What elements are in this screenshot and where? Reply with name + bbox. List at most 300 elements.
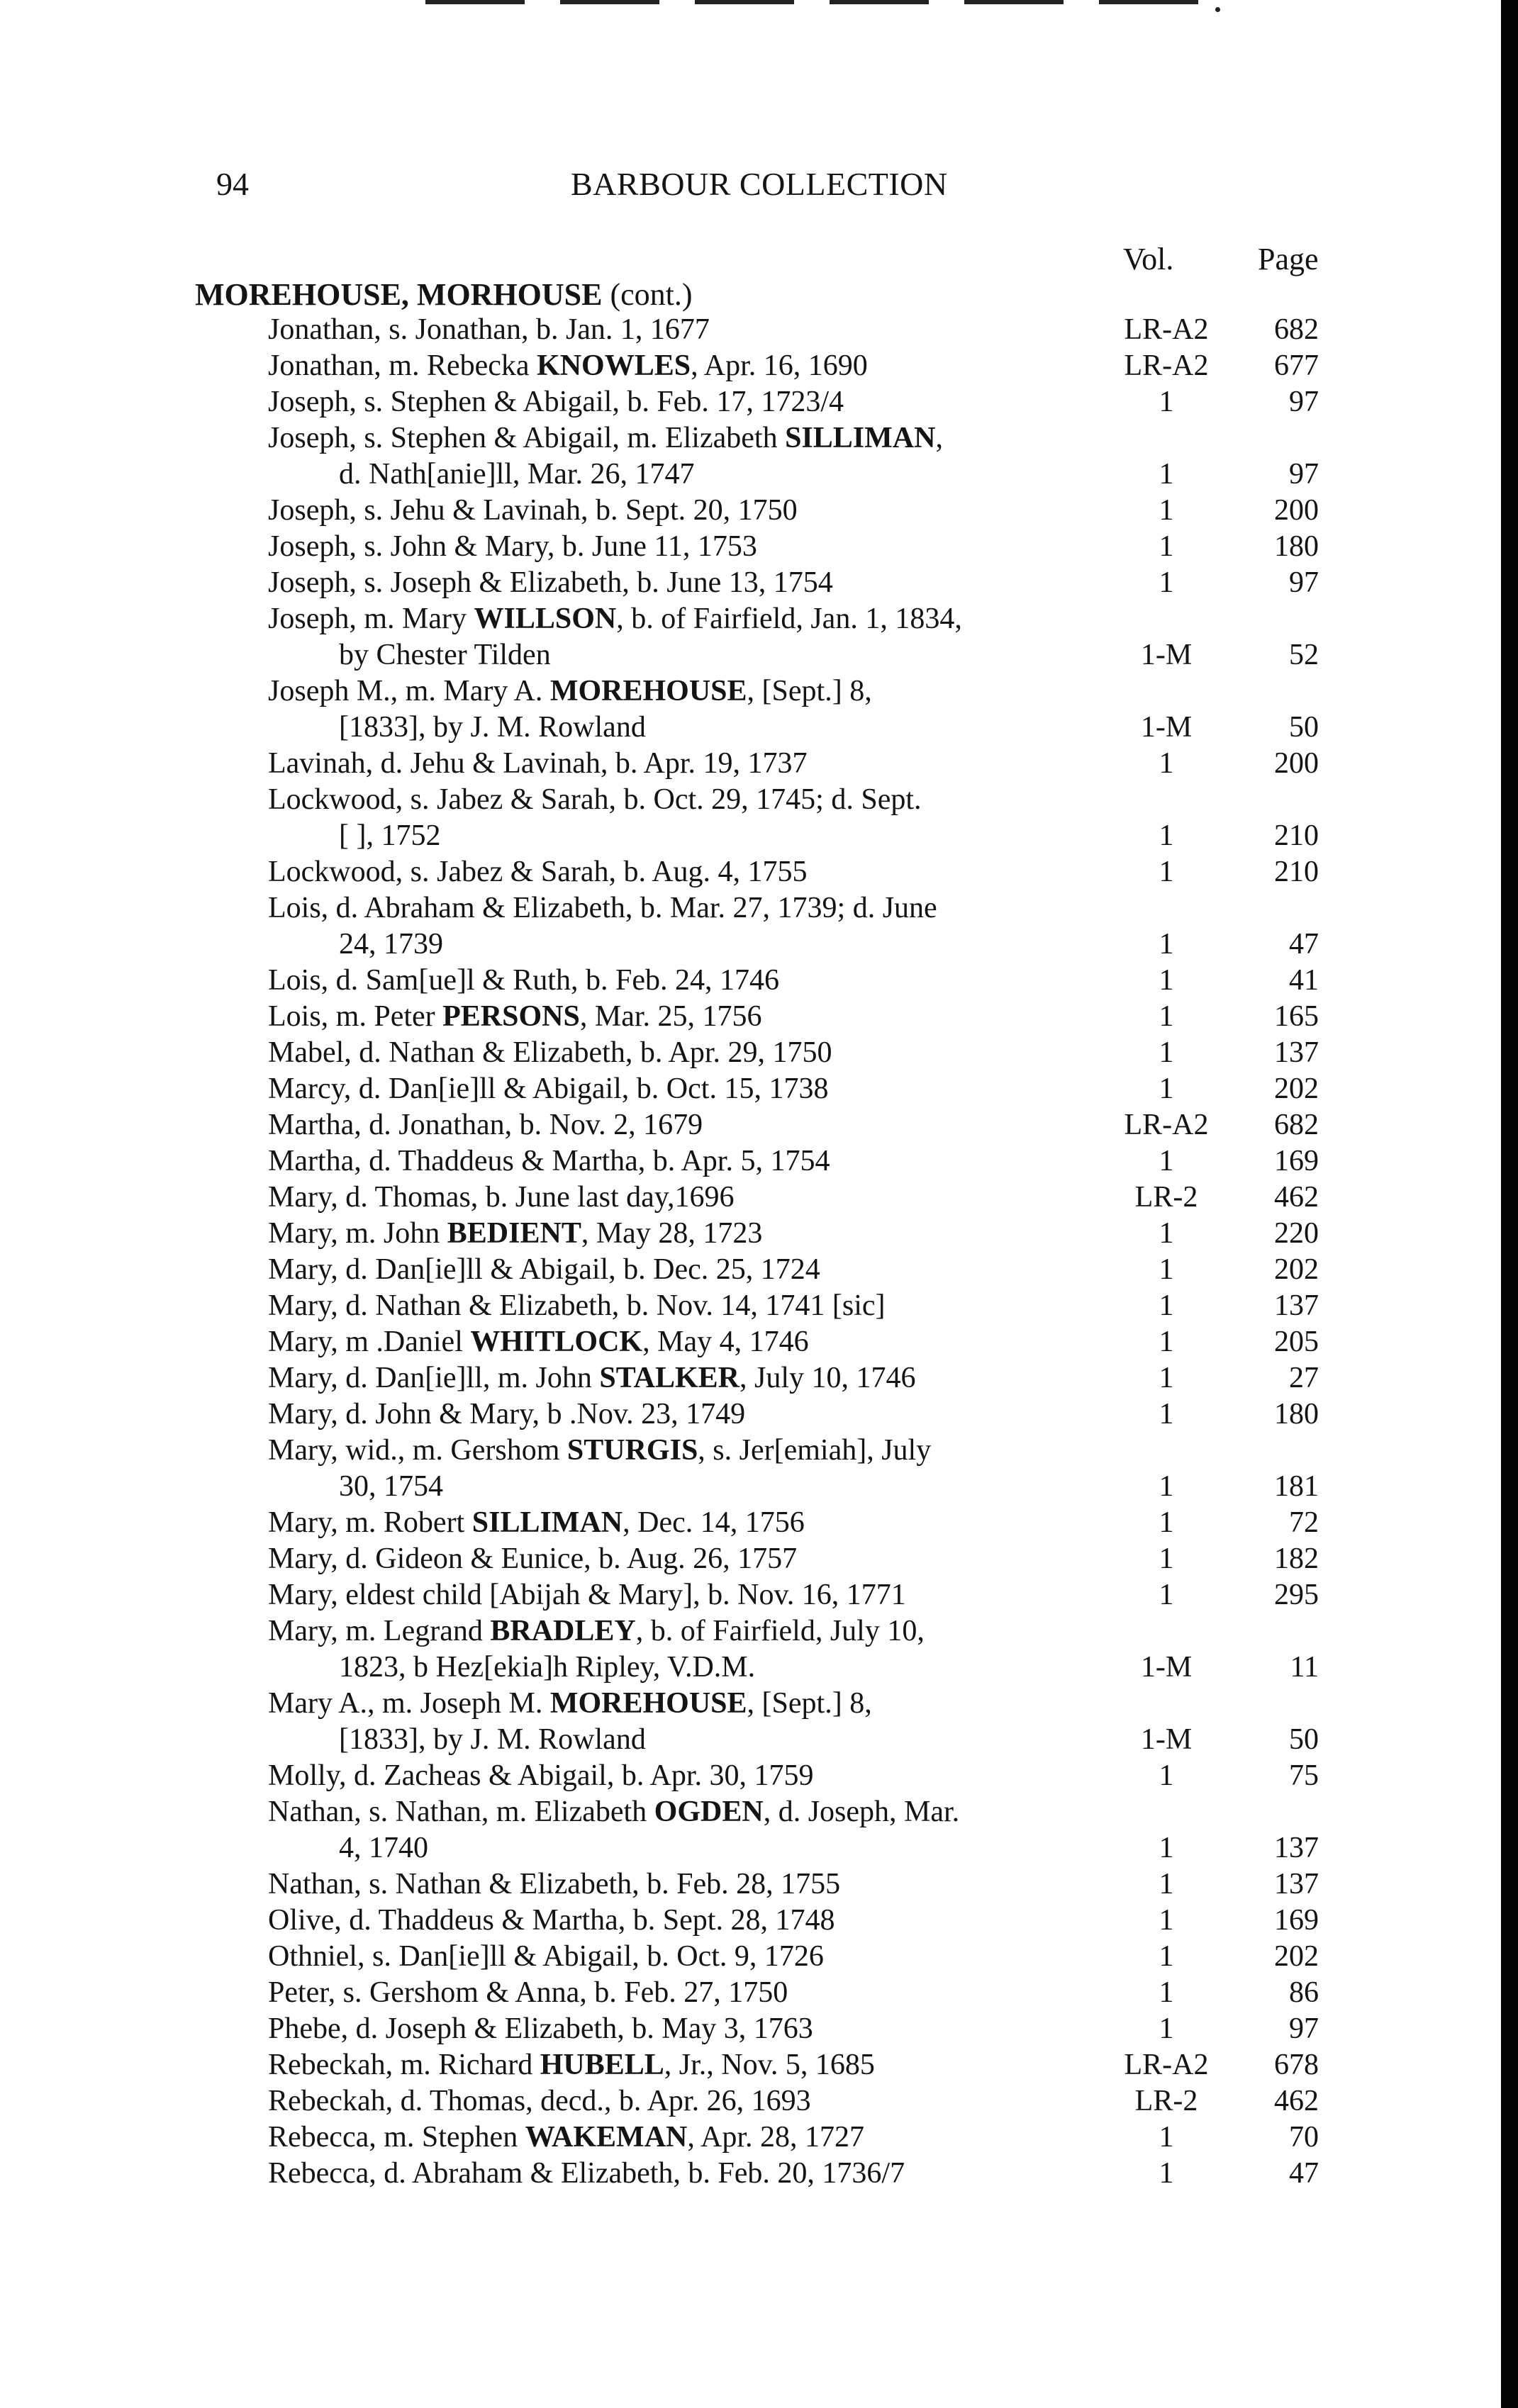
entry-list	[0, 312, 1489, 2192]
entry-line	[0, 1794, 1489, 1830]
entry-vol: LR-A2	[1124, 349, 1209, 382]
entry-vol: 1	[1159, 964, 1174, 997]
entry-text-segment: Mary, eldest child [Abijah & Mary], b. Nov. 16, 1771	[268, 1579, 906, 1611]
list-item	[0, 999, 1489, 1035]
entry-text-segment: Joseph, s. Jehu & Lavinah, b. Sept. 20, 1750	[268, 494, 798, 527]
list-item	[0, 384, 1489, 420]
surname: STALKER	[599, 1362, 740, 1394]
entry-text-segment: Mary, m. Legrand	[268, 1615, 491, 1647]
entry-text	[268, 1866, 840, 1903]
entry-text	[268, 1939, 824, 1975]
entry-continuation-line	[0, 1722, 1489, 1758]
entry-text-segment: Joseph, m. Mary	[268, 603, 474, 635]
entry-text-segment: , [Sept.] 8,	[747, 1687, 872, 1720]
entry-vol: 1-M	[1140, 1651, 1193, 1684]
scan-artifact-top	[425, 0, 1220, 4]
entry-line	[0, 1288, 1489, 1324]
entry-text	[268, 1252, 820, 1288]
entry-line	[0, 1107, 1489, 1143]
entry-line	[0, 1505, 1489, 1541]
entry-text	[268, 2011, 813, 2047]
entry-text-segment: Lois, m. Peter	[268, 1000, 443, 1033]
entry-vol: 1	[1159, 1362, 1174, 1394]
surname: SILLIMAN	[785, 422, 936, 454]
entry-line	[0, 1035, 1489, 1071]
entry-text-segment: , Apr. 28, 1727	[687, 2121, 865, 2154]
entry-text-segment: [1833], by J. M. Rowland	[339, 1723, 646, 1756]
entry-vol: 1	[1159, 1253, 1174, 1286]
entry-text-segment: Mary, d. Dan[ie]ll, m. John	[268, 1362, 600, 1394]
entry-page: 202	[1274, 1073, 1319, 1105]
entry-vol: 1	[1159, 1542, 1174, 1575]
surname: WHITLOCK	[470, 1326, 643, 1358]
entry-page: 678	[1274, 2049, 1319, 2081]
entry-page: 72	[1289, 1506, 1319, 1539]
entry-line	[0, 312, 1489, 348]
entry-page: 220	[1274, 1217, 1319, 1250]
entry-page: 462	[1274, 2085, 1319, 2117]
entry-vol: 1	[1159, 1398, 1174, 1430]
entry-text	[268, 601, 962, 637]
list-item	[0, 1143, 1489, 1180]
entry-text-segment: Joseph, s. Stephen & Abigail, b. Feb. 17, 1723/4	[268, 386, 844, 418]
entry-line	[0, 384, 1489, 420]
entry-line	[0, 2119, 1489, 2156]
entry-text-segment: Marcy, d. Dan[ie]ll & Abigail, b. Oct. 15, 1738	[268, 1073, 829, 1105]
entry-text	[268, 1071, 828, 1107]
entry-vol: 1	[1159, 1579, 1174, 1611]
entry-page: 50	[1289, 711, 1319, 744]
entry-page: 200	[1274, 494, 1319, 527]
entry-text	[268, 1180, 735, 1216]
entry-text	[268, 565, 833, 601]
list-item	[0, 1216, 1489, 1252]
entry-text	[268, 1288, 886, 1324]
surname: STURGIS	[567, 1434, 698, 1467]
entry-text-segment: 24, 1739	[339, 928, 443, 961]
list-item	[0, 601, 1489, 673]
entry-text	[268, 1396, 745, 1433]
entry-line	[0, 1903, 1489, 1939]
entry-page: 11	[1290, 1651, 1319, 1684]
entry-text	[339, 818, 440, 854]
list-item	[0, 1396, 1489, 1433]
entry-page: 27	[1289, 1362, 1319, 1394]
entry-vol: 1	[1159, 1759, 1174, 1792]
entry-text-segment: , Jr., Nov. 5, 1685	[664, 2049, 875, 2081]
surname: BRADLEY	[490, 1615, 636, 1647]
entry-line	[0, 673, 1489, 710]
entry-text	[339, 637, 551, 673]
entry-text-segment: Rebecca, m. Stephen	[268, 2121, 525, 2154]
scan-border-right	[1501, 0, 1518, 2408]
surname: PERSONS	[442, 1000, 580, 1033]
entry-text-segment: [ ], 1752	[339, 819, 441, 852]
entry-vol: 1	[1159, 1470, 1174, 1503]
list-item	[0, 782, 1489, 854]
entry-text	[268, 312, 710, 348]
entry-vol: 1-M	[1140, 639, 1193, 671]
entry-text-segment: , Dec. 14, 1756	[623, 1506, 805, 1539]
entry-text	[268, 384, 844, 420]
entry-page: 181	[1274, 1470, 1319, 1503]
entry-page: 169	[1274, 1145, 1319, 1177]
entry-text	[268, 1143, 830, 1180]
entry-text	[268, 2047, 875, 2083]
entry-vol: 1	[1159, 1832, 1174, 1864]
entry-vol: 1-M	[1140, 711, 1193, 744]
entry-line	[0, 2156, 1489, 2192]
entry-text-segment: 30, 1754	[339, 1470, 443, 1503]
entry-text	[268, 420, 943, 457]
entry-text	[268, 1613, 925, 1650]
list-item	[0, 890, 1489, 963]
surname: WILLSON	[474, 603, 617, 635]
surname: OGDEN	[654, 1796, 764, 1828]
entry-text-segment: [1833], by J. M. Rowland	[339, 711, 646, 744]
entry-text-segment: Joseph, s. John & Mary, b. June 11, 1753	[268, 530, 757, 563]
entry-vol: 1	[1159, 458, 1174, 491]
entry-page: 137	[1274, 1036, 1319, 1069]
entry-text-segment: Mary, d. Nathan & Elizabeth, b. Nov. 14, 1741 [sic]	[268, 1289, 886, 1322]
entry-page: 682	[1274, 313, 1319, 346]
list-item	[0, 1939, 1489, 1975]
list-item	[0, 493, 1489, 529]
list-item	[0, 673, 1489, 746]
entry-text-segment: Joseph, s. Stephen & Abigail, m. Elizabeth	[268, 422, 786, 454]
entry-page: 137	[1274, 1289, 1319, 1322]
entry-line	[0, 1758, 1489, 1794]
entry-text	[268, 2156, 905, 2192]
entry-text-segment: Mary, wid., m. Gershom	[268, 1434, 567, 1467]
entry-line	[0, 746, 1489, 782]
list-item	[0, 1035, 1489, 1071]
entry-text	[268, 890, 937, 926]
list-item	[0, 1360, 1489, 1396]
list-item	[0, 1975, 1489, 2011]
entry-text-segment: , May 28, 1723	[581, 1217, 763, 1250]
entry-text-segment: Mabel, d. Nathan & Elizabeth, b. Apr. 29, 1750	[268, 1036, 832, 1069]
entry-page: 52	[1289, 639, 1319, 671]
family-heading	[195, 276, 693, 313]
list-item	[0, 854, 1489, 890]
entry-line	[0, 2047, 1489, 2083]
entry-text-segment: Mary, m .Daniel	[268, 1326, 471, 1358]
entry-line	[0, 1686, 1489, 1722]
entry-continuation-line	[0, 818, 1489, 854]
entry-text	[268, 854, 808, 890]
entry-page: 50	[1289, 1723, 1319, 1756]
surname: MOREHOUSE	[549, 1687, 747, 1720]
entry-page: 462	[1274, 1181, 1319, 1214]
entry-text	[268, 1577, 906, 1613]
entry-text-segment: Lois, d. Sam[ue]l & Ruth, b. Feb. 24, 1746	[268, 964, 779, 997]
entry-line	[0, 601, 1489, 637]
entry-page: 165	[1274, 1000, 1319, 1033]
entry-text-segment: Rebeckah, m. Richard	[268, 2049, 540, 2081]
entry-page: 202	[1274, 1940, 1319, 1973]
entry-vol: 1	[1159, 747, 1174, 780]
entry-text-segment: Martha, d. Jonathan, b. Nov. 2, 1679	[268, 1109, 703, 1141]
entry-page: 677	[1274, 349, 1319, 382]
entry-text-segment: Lavinah, d. Jehu & Lavinah, b. Apr. 19, 1737	[268, 747, 808, 780]
entry-line	[0, 1360, 1489, 1396]
entry-text	[268, 1903, 835, 1939]
surname: MOREHOUSE	[549, 675, 747, 707]
list-item	[0, 1252, 1489, 1288]
entry-line	[0, 1396, 1489, 1433]
entry-page: 295	[1274, 1579, 1319, 1611]
list-item	[0, 1324, 1489, 1360]
entry-page: 70	[1289, 2121, 1319, 2154]
entry-text-segment: , July 10, 1746	[739, 1362, 916, 1394]
entry-text-segment: Mary, d. John & Mary, b .Nov. 23, 1749	[268, 1398, 746, 1430]
entry-text-segment: Jonathan, s. Jonathan, b. Jan. 1, 1677	[268, 313, 710, 346]
list-item	[0, 1866, 1489, 1903]
list-item	[0, 1288, 1489, 1324]
entry-text	[339, 1469, 443, 1505]
entry-continuation-line	[0, 926, 1489, 963]
entry-vol: 1	[1159, 494, 1174, 527]
entry-vol: 1-M	[1140, 1723, 1193, 1756]
list-item	[0, 1686, 1489, 1758]
surname: HUBELL	[540, 2049, 664, 2081]
entry-vol: 1	[1159, 1904, 1174, 1937]
entry-page: 205	[1274, 1326, 1319, 1358]
list-item	[0, 1758, 1489, 1794]
entry-line	[0, 1216, 1489, 1252]
entry-vol: 1	[1159, 2121, 1174, 2154]
entry-text-segment: , May 4, 1746	[642, 1326, 809, 1358]
entry-vol: 1	[1159, 2012, 1174, 2045]
entry-text-segment: , Apr. 16, 1690	[691, 349, 868, 382]
entry-continuation-line	[0, 637, 1489, 673]
entry-line	[0, 1577, 1489, 1613]
family-suffix: (cont.)	[610, 277, 693, 312]
entry-text-segment: , d. Joseph, Mar.	[763, 1796, 960, 1828]
entry-text	[339, 1722, 646, 1758]
entry-vol: LR-2	[1134, 2085, 1198, 2117]
entry-page: 97	[1289, 566, 1319, 599]
list-item	[0, 1541, 1489, 1577]
entry-text-segment: Lockwood, s. Jabez & Sarah, b. Oct. 29, 1745; d. Sept.	[268, 783, 922, 816]
entry-text	[268, 782, 922, 818]
surname: WAKEMAN	[525, 2121, 688, 2154]
entry-text-segment: d. Nath[anie]ll, Mar. 26, 1747	[339, 458, 695, 491]
entry-vol: LR-A2	[1124, 313, 1209, 346]
entry-page: 169	[1274, 1904, 1319, 1937]
entry-vol: 1	[1159, 1036, 1174, 1069]
entry-page: 180	[1274, 530, 1319, 563]
entry-text	[268, 1758, 814, 1794]
entry-vol: 1	[1159, 386, 1174, 418]
column-header-page: Page	[1258, 242, 1319, 276]
entry-page: 137	[1274, 1868, 1319, 1900]
entry-vol: 1	[1159, 1145, 1174, 1177]
entry-text-segment: , Mar. 25, 1756	[579, 1000, 762, 1033]
entry-line	[0, 890, 1489, 926]
entry-text	[268, 1794, 959, 1830]
entry-vol: 1	[1159, 1976, 1174, 2009]
entry-page: 210	[1274, 819, 1319, 852]
entry-vol: 1	[1159, 856, 1174, 888]
entry-vol: 1	[1159, 1289, 1174, 1322]
entry-continuation-line	[0, 1469, 1489, 1505]
page-number: 94	[216, 166, 249, 202]
entry-continuation-line	[0, 1830, 1489, 1866]
scan-artifact-dot	[1215, 7, 1220, 12]
entry-page: 75	[1289, 1759, 1319, 1792]
entry-text-segment: Mary, d. Dan[ie]ll & Abigail, b. Dec. 25, 1724	[268, 1253, 820, 1286]
column-header-vol: Vol.	[1123, 242, 1174, 276]
entry-text-segment: Mary, d. Gideon & Eunice, b. Aug. 26, 1757	[268, 1542, 798, 1575]
surname: KNOWLES	[537, 349, 691, 382]
entry-text-segment: Rebecca, d. Abraham & Elizabeth, b. Feb. 20, 1736/7	[268, 2157, 905, 2190]
entry-text-segment: by Chester Tilden	[339, 639, 551, 671]
entry-page: 202	[1274, 1253, 1319, 1286]
entry-page: 180	[1274, 1398, 1319, 1430]
entry-page: 86	[1289, 1976, 1319, 2009]
entry-vol: 1	[1159, 1940, 1174, 1973]
entry-text-segment: Othniel, s. Dan[ie]ll & Abigail, b. Oct. 9, 1726	[268, 1940, 824, 1973]
entry-line	[0, 854, 1489, 890]
entry-vol: 1	[1159, 530, 1174, 563]
entry-line	[0, 782, 1489, 818]
entry-text-segment: Peter, s. Gershom & Anna, b. Feb. 27, 1750	[268, 1976, 788, 2009]
entry-continuation-line	[0, 457, 1489, 493]
entry-vol: 1	[1159, 1326, 1174, 1358]
entry-text-segment: Martha, d. Thaddeus & Martha, b. Apr. 5, 1754	[268, 1145, 830, 1177]
entry-text	[268, 348, 868, 384]
entry-text-segment: 4, 1740	[339, 1832, 428, 1864]
entry-line	[0, 2011, 1489, 2047]
entry-vol: 1	[1159, 1000, 1174, 1033]
list-item	[0, 1180, 1489, 1216]
entry-text	[268, 1035, 832, 1071]
entry-text-segment: Mary, m. Robert	[268, 1506, 472, 1539]
list-item	[0, 2083, 1489, 2119]
entry-line	[0, 1143, 1489, 1180]
entry-text	[268, 673, 872, 710]
entry-page: 47	[1289, 928, 1319, 961]
entry-text	[268, 1505, 805, 1541]
entry-line	[0, 1433, 1489, 1469]
entry-text-segment: Lois, d. Abraham & Elizabeth, b. Mar. 27, 1739; d. June	[268, 892, 937, 924]
entry-text	[339, 457, 695, 493]
entry-vol: LR-A2	[1124, 1109, 1209, 1141]
entry-text-segment: Rebeckah, d. Thomas, decd., b. Apr. 26, 1693	[268, 2085, 811, 2117]
list-item	[0, 963, 1489, 999]
entry-line	[0, 1939, 1489, 1975]
list-item	[0, 1107, 1489, 1143]
entry-page: 97	[1289, 458, 1319, 491]
entry-text	[268, 999, 762, 1035]
entry-text	[268, 1975, 788, 2011]
entry-line	[0, 1613, 1489, 1650]
entry-text	[268, 1107, 703, 1143]
entry-page: 682	[1274, 1109, 1319, 1141]
list-item	[0, 1505, 1489, 1541]
entry-text	[268, 493, 798, 529]
entry-text	[268, 1541, 797, 1577]
entry-page: 210	[1274, 856, 1319, 888]
surname: SILLIMAN	[471, 1506, 623, 1539]
entry-text-segment: 1823, b Hez[ekia]h Ripley, V.D.M.	[339, 1651, 756, 1684]
surname: BEDIENT	[447, 1217, 581, 1250]
entry-continuation-line	[0, 1650, 1489, 1686]
entry-text	[268, 746, 808, 782]
entry-text-segment: , s. Jer[emiah], July	[698, 1434, 932, 1467]
list-item	[0, 2011, 1489, 2047]
entry-line	[0, 2083, 1489, 2119]
entry-line	[0, 1180, 1489, 1216]
entry-text	[339, 710, 646, 746]
entry-vol: 1	[1159, 1868, 1174, 1900]
entry-text	[268, 1360, 916, 1396]
list-item	[0, 1071, 1489, 1107]
entry-text	[268, 963, 779, 999]
list-item	[0, 2119, 1489, 2156]
list-item	[0, 1577, 1489, 1613]
page-header: BARBOUR COLLECTION	[571, 166, 948, 202]
entry-page: 41	[1289, 964, 1319, 997]
entry-text-segment: Mary, d. Thomas, b. June last day,1696	[268, 1181, 735, 1214]
entry-text-segment: Jonathan, m. Rebecka	[268, 349, 537, 382]
entry-text-segment: Olive, d. Thaddeus & Martha, b. Sept. 28, 1748	[268, 1904, 835, 1937]
entry-text-segment: Lockwood, s. Jabez & Sarah, b. Aug. 4, 1755	[268, 856, 808, 888]
entry-text	[268, 1216, 762, 1252]
entry-text	[268, 529, 757, 565]
entry-text-segment: ,	[935, 422, 943, 454]
entry-line	[0, 420, 1489, 457]
entry-text-segment: Mary A., m. Joseph M.	[268, 1687, 550, 1720]
entry-text-segment: Nathan, s. Nathan, m. Elizabeth	[268, 1796, 654, 1828]
entry-vol: 1	[1159, 1506, 1174, 1539]
entry-text-segment: Nathan, s. Nathan & Elizabeth, b. Feb. 28, 1755	[268, 1868, 841, 1900]
list-item	[0, 2047, 1489, 2083]
list-item	[0, 312, 1489, 348]
entry-vol: 1	[1159, 928, 1174, 961]
entry-vol: 1	[1159, 819, 1174, 852]
entry-text	[268, 2083, 811, 2119]
entry-text-segment: Mary, m. John	[268, 1217, 447, 1250]
entry-line	[0, 999, 1489, 1035]
entry-text	[268, 2119, 864, 2156]
entry-page: 137	[1274, 1832, 1319, 1864]
entry-line	[0, 493, 1489, 529]
entry-text-segment: , b. of Fairfield, July 10,	[635, 1615, 925, 1647]
entry-text-segment: Joseph, s. Joseph & Elizabeth, b. June 13, 1754	[268, 566, 833, 599]
entry-vol: 1	[1159, 566, 1174, 599]
list-item	[0, 565, 1489, 601]
entry-line	[0, 963, 1489, 999]
list-item	[0, 348, 1489, 384]
family-name: MOREHOUSE, MORHOUSE	[195, 277, 603, 312]
list-item	[0, 420, 1489, 493]
entry-line	[0, 1252, 1489, 1288]
entry-text-segment: , [Sept.] 8,	[747, 675, 872, 707]
entry-text	[339, 1650, 755, 1686]
entry-page: 182	[1274, 1542, 1319, 1575]
list-item	[0, 746, 1489, 782]
entry-vol: 1	[1159, 1217, 1174, 1250]
entry-continuation-line	[0, 710, 1489, 746]
entry-text	[268, 1433, 931, 1469]
entry-line	[0, 1975, 1489, 2011]
entry-text-segment: Molly, d. Zacheas & Abigail, b. Apr. 30, 1759	[268, 1759, 814, 1792]
entry-text	[339, 1830, 428, 1866]
entry-text-segment: Phebe, d. Joseph & Elizabeth, b. May 3, 1763	[268, 2012, 813, 2045]
